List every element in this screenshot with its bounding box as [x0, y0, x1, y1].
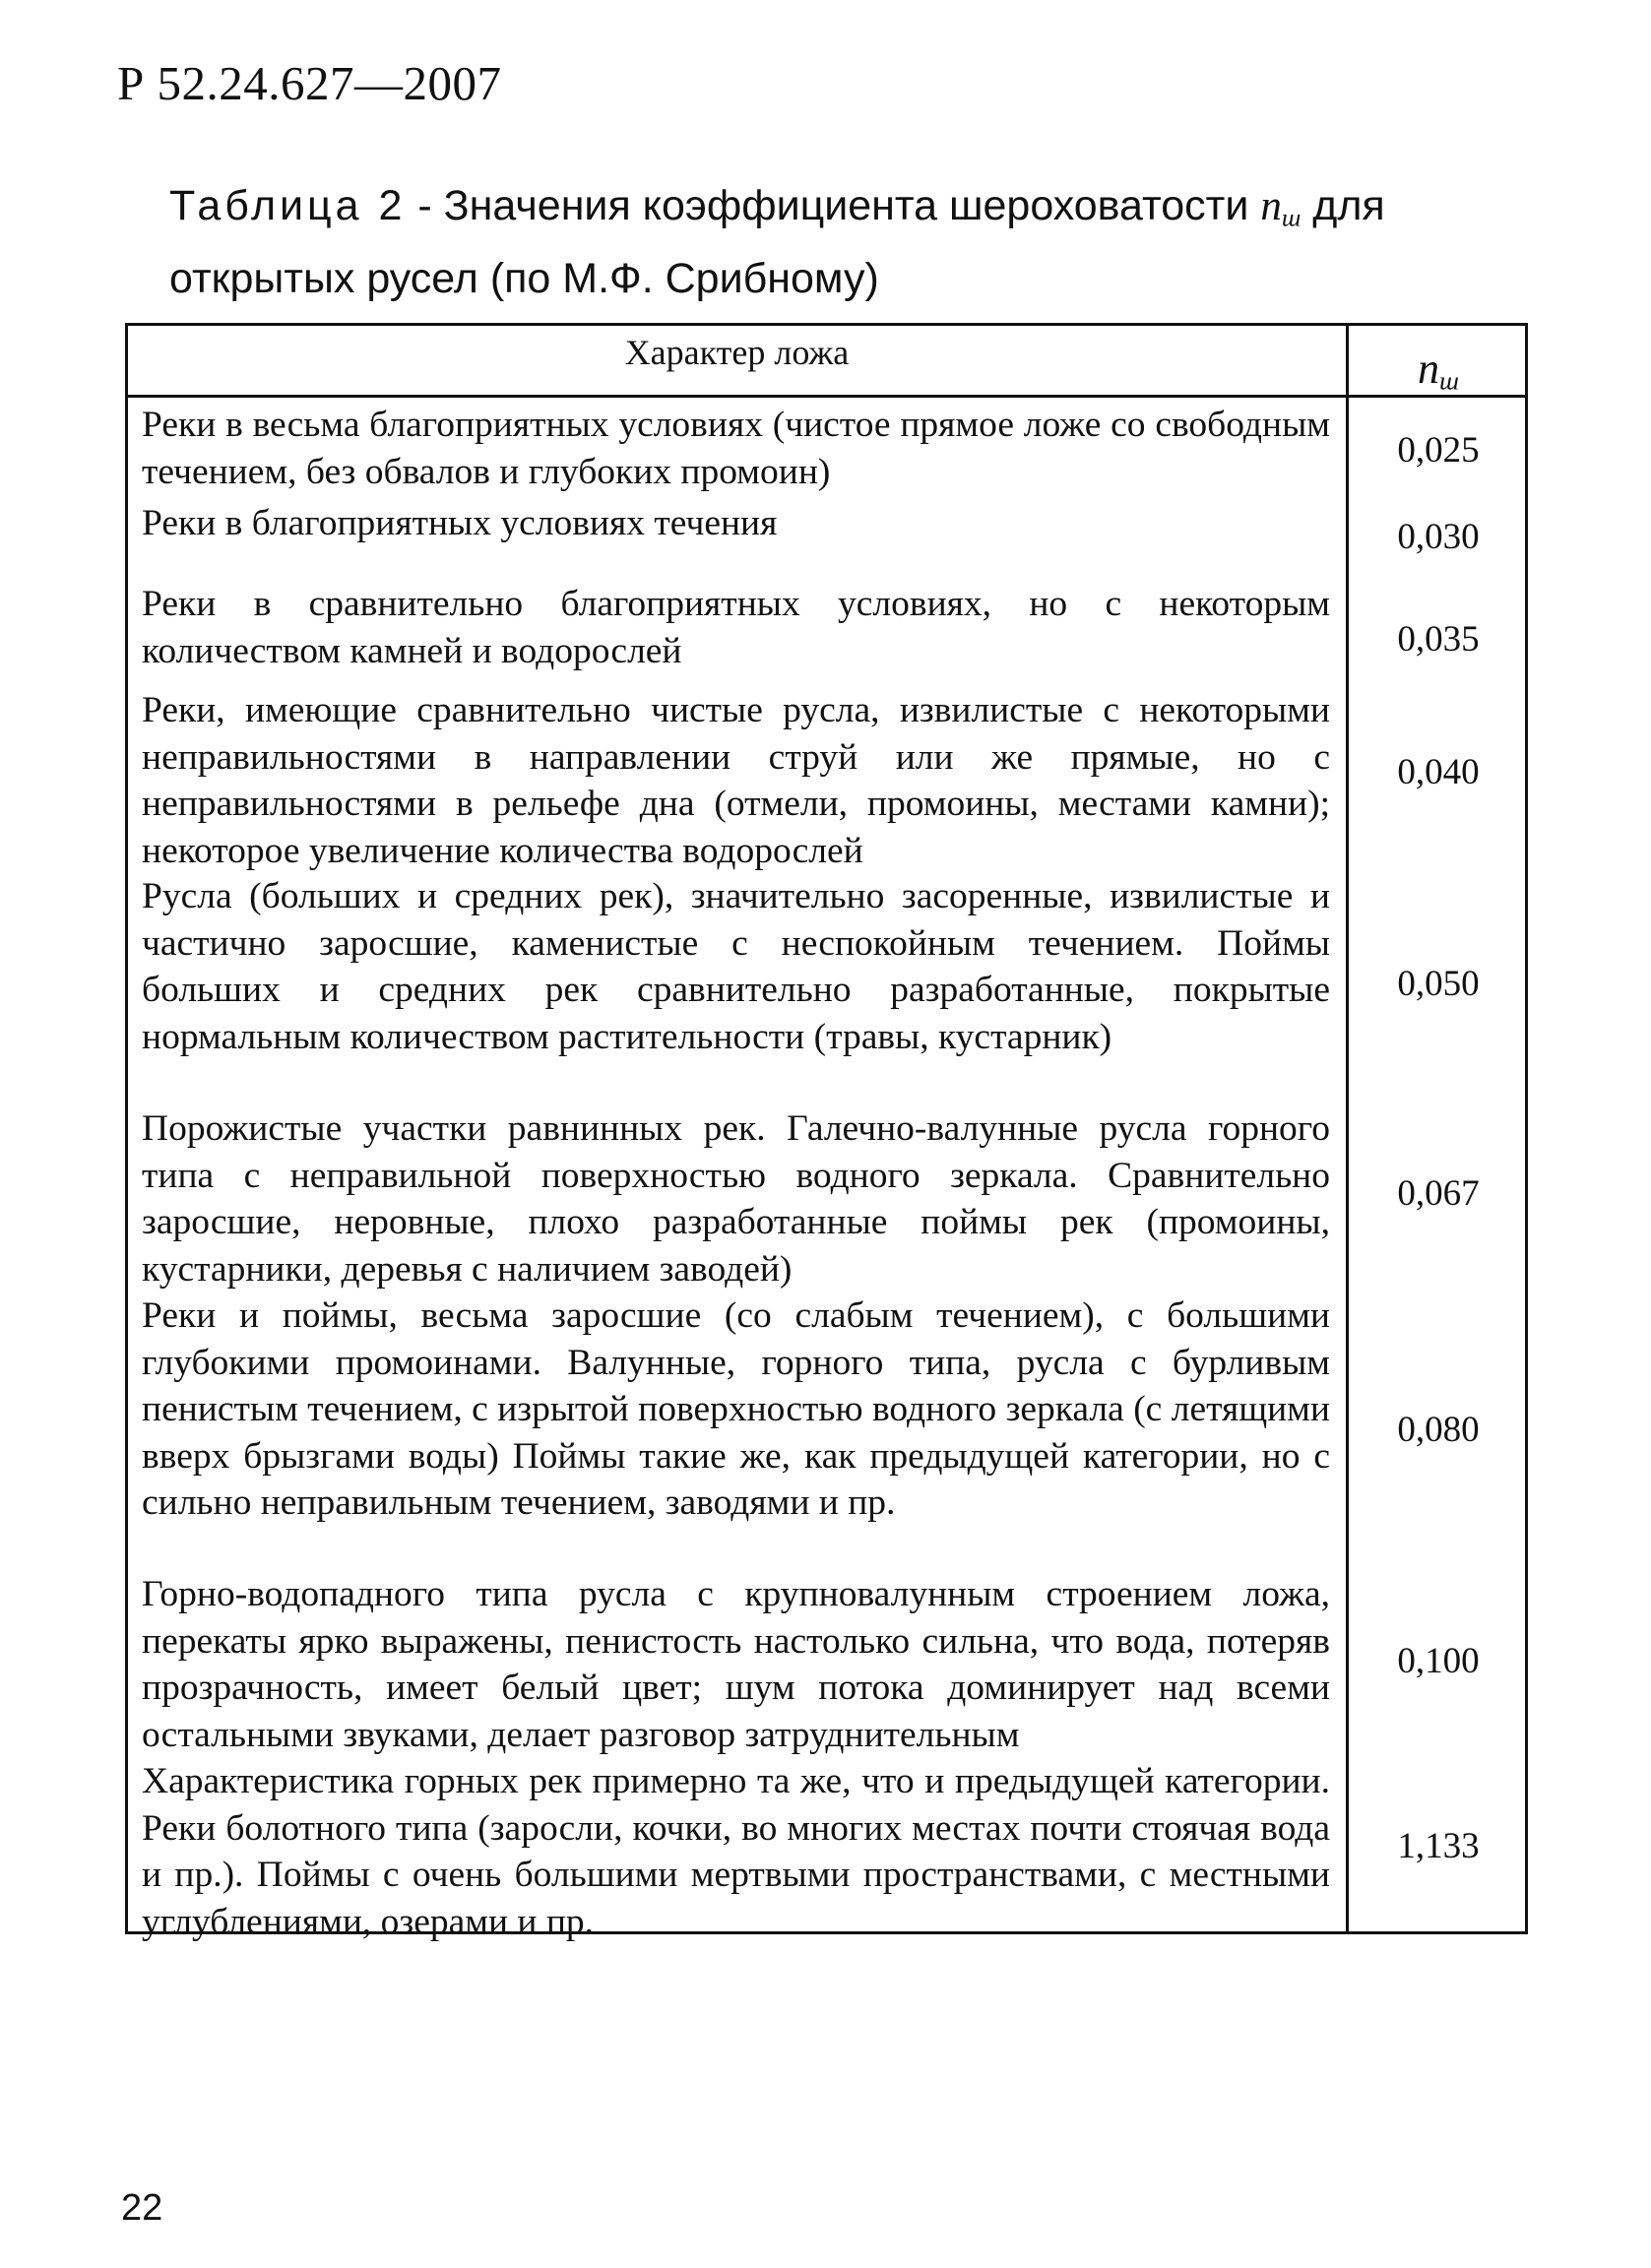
column-divider	[1346, 326, 1349, 1931]
row-value: 0,030	[1397, 517, 1480, 557]
row-value: 0,050	[1397, 964, 1480, 1004]
row-value: 0,080	[1397, 1410, 1480, 1450]
row-value: 0,025	[1397, 430, 1480, 471]
row-description: Порожистые участки равнинных рек. Галечно-валунные русла горного типа с неправильной поверхностью водного зеркала. Сравнительно заросшие, неровные, плохо разработанные поймы рек (промоины, кустарники, деревья с наличием заводей)	[142, 1108, 1330, 1290]
row-value: 1,133	[1397, 1826, 1480, 1866]
document-id: Р 52.24.627—2007	[117, 56, 502, 110]
page-number: 22	[121, 2187, 163, 2229]
row-description: Горно-водопадного типа русла с крупновалунным строением ложа, перекаты ярко выражены, пенистость настолько сильна, что вода, потеряв прозрачность, имеет белый цвет; шум потока доминирует над всеми остальными звуками, делает разговор затруднительным	[142, 1574, 1330, 1755]
row-value: 0,035	[1397, 619, 1480, 660]
table-title-text: - Значения коэффициента шероховатости	[406, 182, 1261, 229]
row-value: 0,040	[1397, 752, 1480, 792]
table-label: Таблица 2	[169, 182, 407, 229]
column-header-coefficient: $n_ш$	[1418, 345, 1459, 396]
row-value: 0,067	[1397, 1173, 1480, 1214]
row-description: Русла (больших и средних рек), значительно засоренные, извилистые и частично заросшие, каменистые с неспокойным течением. Поймы больших и средних рек сравнительно разработанные, покрытые нормальным количеством растительности (травы, кустарник)	[142, 876, 1330, 1057]
table-title-suffix: для открытых русел (по М.Ф. Срибному)	[169, 182, 1385, 303]
row-description: Реки в благоприятных условиях течения	[142, 503, 778, 543]
row-description: Реки в сравнительно благоприятных условиях, но с некоторым количеством камней и водорослей	[142, 584, 1330, 671]
row-description: Реки и поймы, весьма заросшие (со слабым течением), с большими глубокими промоинами. Валунные, горного типа, русла с бурливым пенистым течением, с изрытой поверхностью водного зеркала (с летящими вверх брызгами воды) Поймы такие же, как предыдущей категории, но с сильно неправильным течением, заводями и пр.	[142, 1295, 1330, 1523]
coefficient-symbol: $n_ш$	[1260, 183, 1302, 232]
roughness-table	[125, 323, 1528, 1942]
row-description: Реки, имеющие сравнительно чистые русла, извилистые с некоторыми неправильностями в направлении струй или же прямые, но с неправильностями в рельефе дна (отмели, промоины, местами камни); некоторое увеличение количества водорослей	[142, 690, 1330, 871]
row-description: Характеристика горных рек примерно та же, что и предыдущей категории. Реки болотного типа (заросли, кочки, во многих местах почти стоячая вода и пр.). Поймы с очень большими мертвыми пространствами, с местными углублениями, озерами и пр.	[142, 1761, 1330, 1942]
table-title	[169, 175, 1449, 309]
row-value: 0,100	[1397, 1641, 1480, 1681]
column-header-description: Характер ложа	[624, 333, 850, 372]
row-description: Реки в весьма благоприятных условиях (чистое прямое ложе со свободным течением, без обвалов и глубоких промоин)	[142, 405, 1330, 492]
header-divider	[128, 395, 1525, 398]
